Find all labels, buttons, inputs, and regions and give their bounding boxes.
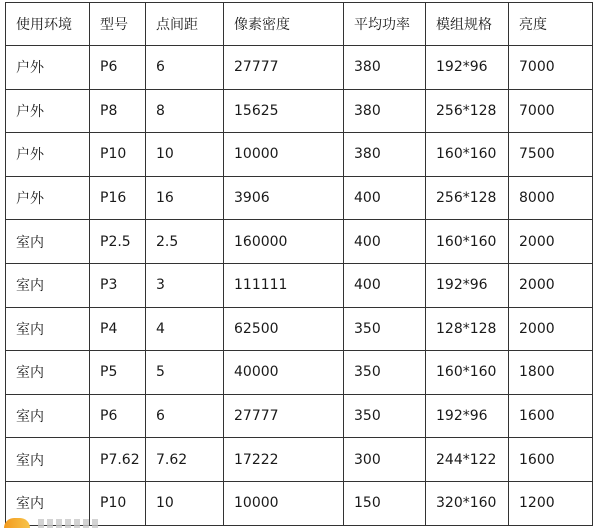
watermark-logo-icon	[4, 518, 30, 528]
cell-pixel-density: 3906	[224, 176, 344, 220]
table-row	[6, 394, 593, 438]
table-row	[6, 176, 593, 220]
table-row	[6, 133, 593, 177]
cell-module-size: 192*96	[426, 394, 509, 438]
cell-brightness: 1200	[509, 481, 593, 525]
cell-brightness: 2000	[509, 307, 593, 351]
cell-module-size: 244*122	[426, 438, 509, 482]
cell-model: P6	[90, 394, 146, 438]
header-avg-power: 平均功率	[344, 3, 426, 46]
cell-model: P10	[90, 133, 146, 177]
cell-pixel-density: 17222	[224, 438, 344, 482]
header-brightness: 亮度	[509, 3, 593, 46]
cell-model: P10	[90, 481, 146, 525]
cell-environment: 户外	[6, 89, 90, 133]
cell-avg-power: 350	[344, 394, 426, 438]
cell-pitch: 10	[146, 481, 224, 525]
cell-pixel-density: 15625	[224, 89, 344, 133]
cell-avg-power: 350	[344, 351, 426, 395]
cell-module-size: 160*160	[426, 351, 509, 395]
cell-module-size: 256*128	[426, 89, 509, 133]
cell-brightness: 7000	[509, 89, 593, 133]
header-pitch: 点间距	[146, 3, 224, 46]
table-row	[6, 438, 593, 482]
cell-brightness: 1800	[509, 351, 593, 395]
cell-pixel-density: 62500	[224, 307, 344, 351]
cell-brightness: 1600	[509, 394, 593, 438]
cell-pitch: 8	[146, 89, 224, 133]
cell-avg-power: 400	[344, 220, 426, 264]
cell-environment: 室内	[6, 307, 90, 351]
header-module-size: 模组规格	[426, 3, 509, 46]
cell-environment: 室内	[6, 220, 90, 264]
cell-pitch: 2.5	[146, 220, 224, 264]
cell-avg-power: 380	[344, 89, 426, 133]
cell-model: P2.5	[90, 220, 146, 264]
table-row	[6, 307, 593, 351]
cell-module-size: 256*128	[426, 176, 509, 220]
cell-avg-power: 380	[344, 133, 426, 177]
table-row	[6, 351, 593, 395]
cell-pitch: 16	[146, 176, 224, 220]
cell-avg-power: 400	[344, 263, 426, 307]
cell-avg-power: 400	[344, 176, 426, 220]
cell-avg-power: 380	[344, 46, 426, 90]
cell-avg-power: 300	[344, 438, 426, 482]
cell-model: P4	[90, 307, 146, 351]
spec-table	[5, 2, 593, 526]
cell-pixel-density: 27777	[224, 46, 344, 90]
cell-module-size: 192*96	[426, 263, 509, 307]
watermark-text-blur	[38, 519, 98, 528]
cell-pixel-density: 111111	[224, 263, 344, 307]
cell-pitch: 7.62	[146, 438, 224, 482]
cell-pixel-density: 40000	[224, 351, 344, 395]
cell-pitch: 10	[146, 133, 224, 177]
cell-model: P5	[90, 351, 146, 395]
table-row	[6, 263, 593, 307]
table-row	[6, 46, 593, 90]
cell-avg-power: 150	[344, 481, 426, 525]
cell-environment: 户外	[6, 176, 90, 220]
table-row	[6, 89, 593, 133]
cell-pixel-density: 27777	[224, 394, 344, 438]
cell-model: P3	[90, 263, 146, 307]
cell-environment: 室内	[6, 394, 90, 438]
cell-module-size: 160*160	[426, 220, 509, 264]
cell-model: P6	[90, 46, 146, 90]
cell-brightness: 8000	[509, 176, 593, 220]
cell-brightness: 7500	[509, 133, 593, 177]
cell-pitch: 6	[146, 46, 224, 90]
cell-module-size: 128*128	[426, 307, 509, 351]
cell-brightness: 1600	[509, 438, 593, 482]
cell-module-size: 192*96	[426, 46, 509, 90]
cell-pixel-density: 10000	[224, 481, 344, 525]
cell-pixel-density: 10000	[224, 133, 344, 177]
cell-environment: 室内	[6, 263, 90, 307]
cell-brightness: 2000	[509, 263, 593, 307]
cell-pixel-density: 160000	[224, 220, 344, 264]
cell-environment: 室内	[6, 438, 90, 482]
table-header-row	[6, 3, 593, 46]
cell-module-size: 160*160	[426, 133, 509, 177]
cell-environment: 室内	[6, 481, 90, 525]
header-pixel-density: 像素密度	[224, 3, 344, 46]
header-environment: 使用环境	[6, 3, 90, 46]
table-row	[6, 220, 593, 264]
cell-avg-power: 350	[344, 307, 426, 351]
header-model: 型号	[90, 3, 146, 46]
cell-model: P16	[90, 176, 146, 220]
cell-model: P7.62	[90, 438, 146, 482]
cell-module-size: 320*160	[426, 481, 509, 525]
cell-environment: 户外	[6, 46, 90, 90]
cell-environment: 室内	[6, 351, 90, 395]
cell-pitch: 6	[146, 394, 224, 438]
cell-brightness: 2000	[509, 220, 593, 264]
watermark	[0, 514, 130, 528]
cell-pitch: 4	[146, 307, 224, 351]
table-body	[6, 46, 593, 526]
cell-environment: 户外	[6, 133, 90, 177]
cell-brightness: 7000	[509, 46, 593, 90]
cell-pitch: 5	[146, 351, 224, 395]
cell-model: P8	[90, 89, 146, 133]
cell-pitch: 3	[146, 263, 224, 307]
